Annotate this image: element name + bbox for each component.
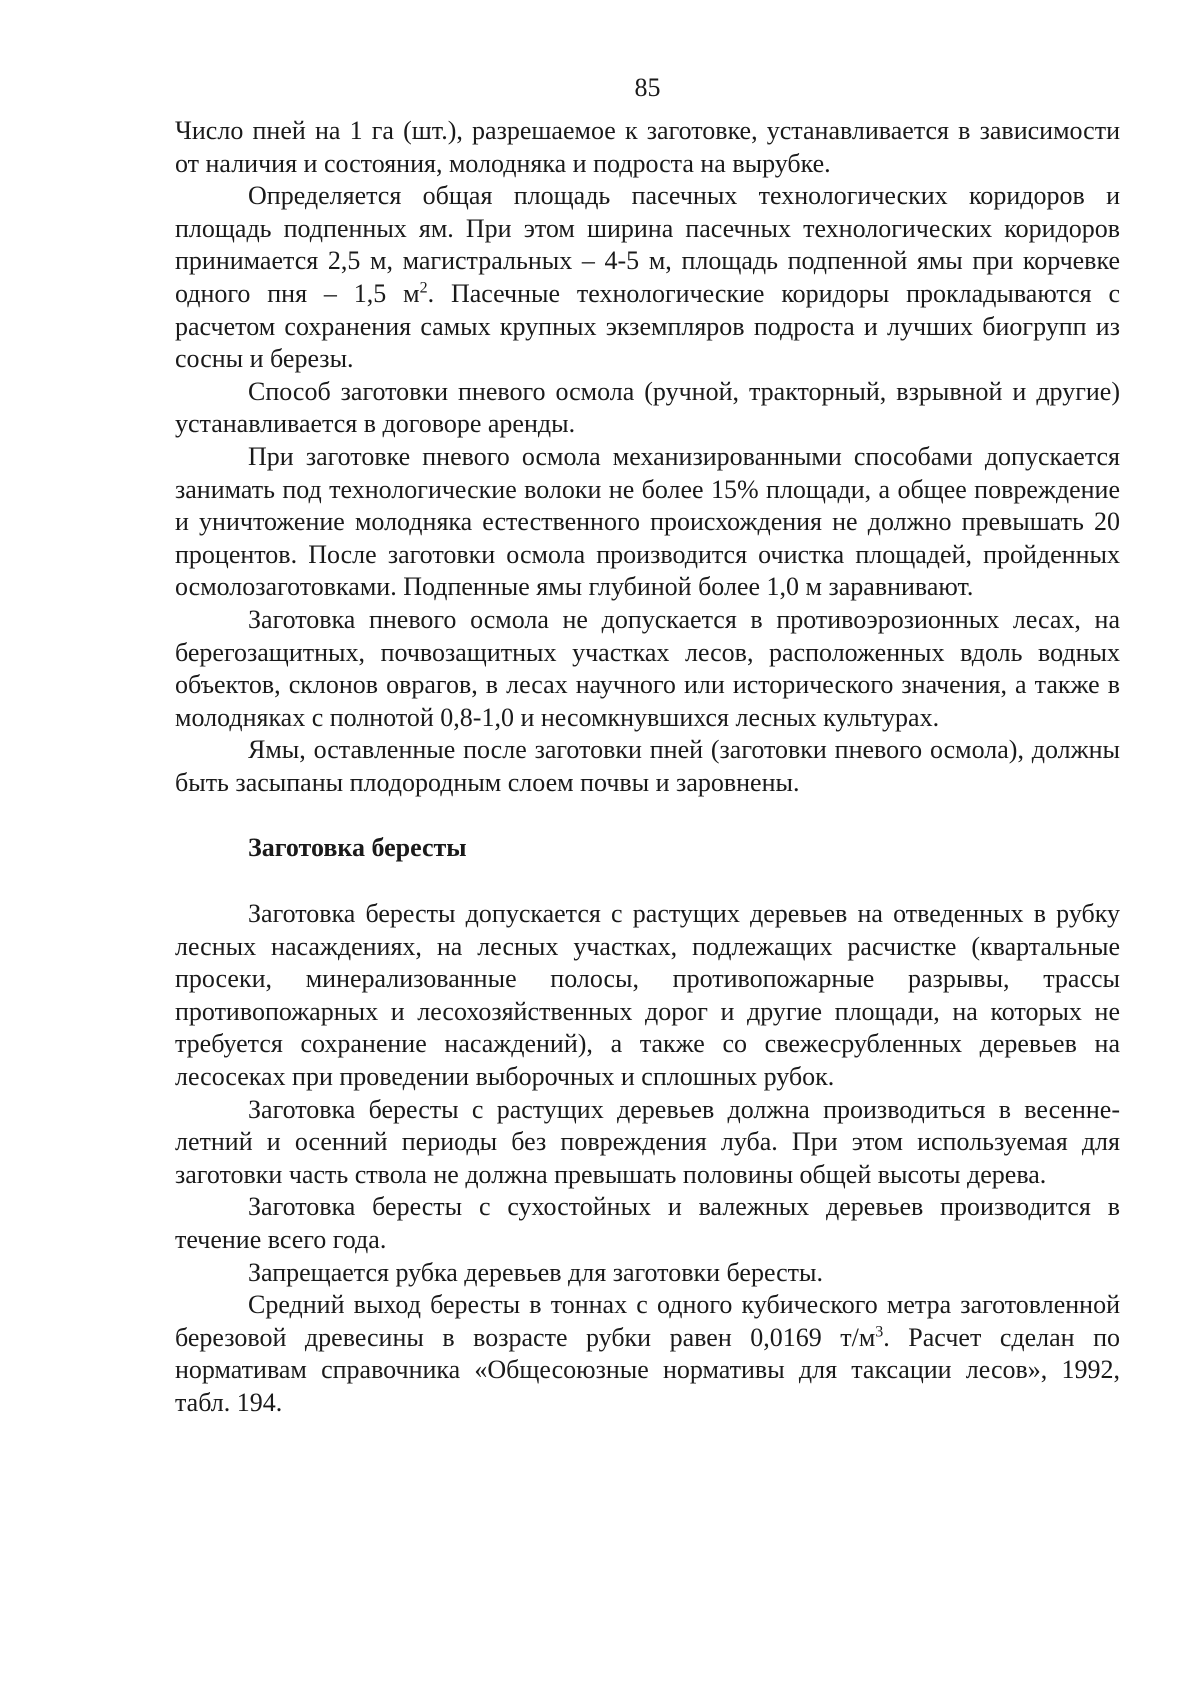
paragraph-harvest-method: Способ заготовки пневого осмола (ручной, тракторный, взрывной и другие) устанавливается в договоре аренды. <box>175 376 1120 439</box>
paragraph-yield <box>175 1289 1120 1419</box>
paragraph-corridor-area <box>175 180 1120 376</box>
page-number: 85 <box>634 73 661 102</box>
paragraph-mechanized-harvest: При заготовке пневого осмола механизированными способами допускается занимать под технологические волоки не более 15% площади, а общее повреждение и уничтожение молодняка естественного происхождения не должно превышать 20 процентов. После заготовки осмола производится очистка площадей, пройденных осмолозаготовками. Подпенные ямы глубиной более 1,0 м заравнивают. <box>175 441 1120 602</box>
paragraph-text: Средний выход бересты в тоннах с одного кубического метра заготовленной березовой древесины в возрасте рубки равен 0,0169 т/м <box>175 1290 1120 1352</box>
paragraph-birch-bark-allowed: Заготовка бересты допускается с растущих деревьев на отведенных в рубку лесных насаждениях, на лесных участках, подлежащих расчистке (квартальные просеки, минерализованные полосы, противопожарные разрывы, трассы противопожарных и лесохозяйственных дорог и другие площади, на которых не требуется сохранение насаждений), а также со свежесрубленных деревьев на лесосеках при проведении выборочных и сплошных рубок. <box>175 899 1120 1092</box>
paragraph-felling-prohibited: Запрещается рубка деревьев для заготовки бересты. <box>248 1257 824 1287</box>
paragraph-stump-count: Число пней на 1 га (шт.), разрешаемое к заготовке, устанавливается в зависимости от наличия и состояния, молодняка и подроста на вырубке. <box>175 116 1120 178</box>
paragraph-pits: Ямы, оставленные после заготовки пней (заготовки пневого осмола), должны быть засыпаны плодородным слоем почвы и заровнены. <box>175 735 1120 797</box>
superscript: 2 <box>419 279 428 297</box>
section-heading: Заготовка бересты <box>248 833 467 863</box>
paragraph-text: Определяется общая площадь пасечных технологических коридоров и площадь подпенных ям. При этом ширина пасечных технологических коридоров принимается 2,5 м, магистральных – 4-5 м, площадь подпенной ямы при корчевке одного пня – 1,5 м <box>175 181 1120 308</box>
paragraph-dead-trees: Заготовка бересты с сухостойных и валежных деревьев производится в течение всего года. <box>175 1192 1120 1254</box>
superscript: 3 <box>875 1323 884 1341</box>
paragraph-restrictions: Заготовка пневого осмола не допускается в противоэрозионных лесах, на берегозащитных, почвозащитных участках лесов, расположенных вдоль водных объектов, склонов оврагов, в лесах научного или исторического значения, а также в молодняках с полнотой 0,8-1,0 и несомкнувшихся лесных культурах. <box>175 604 1120 732</box>
paragraph-text: . Пасечные технологические коридоры прокладываются с расчетом сохранения самых крупных экземпляров подроста и лучших биогрупп из сосны и березы. <box>175 278 1121 374</box>
paragraph-text: . Расчет сделан по нормативам справочника «Общесоюзные нормативы для таксации лесов», 1992, табл. 194. <box>175 1322 1120 1417</box>
paragraph-birch-bark-season: Заготовка бересты с растущих деревьев должна производиться в весенне-летний и осенний периоды без повреждения луба. При этом используемая для заготовки часть ствола не должна превышать половины общей высоты дерева. <box>175 1094 1120 1189</box>
